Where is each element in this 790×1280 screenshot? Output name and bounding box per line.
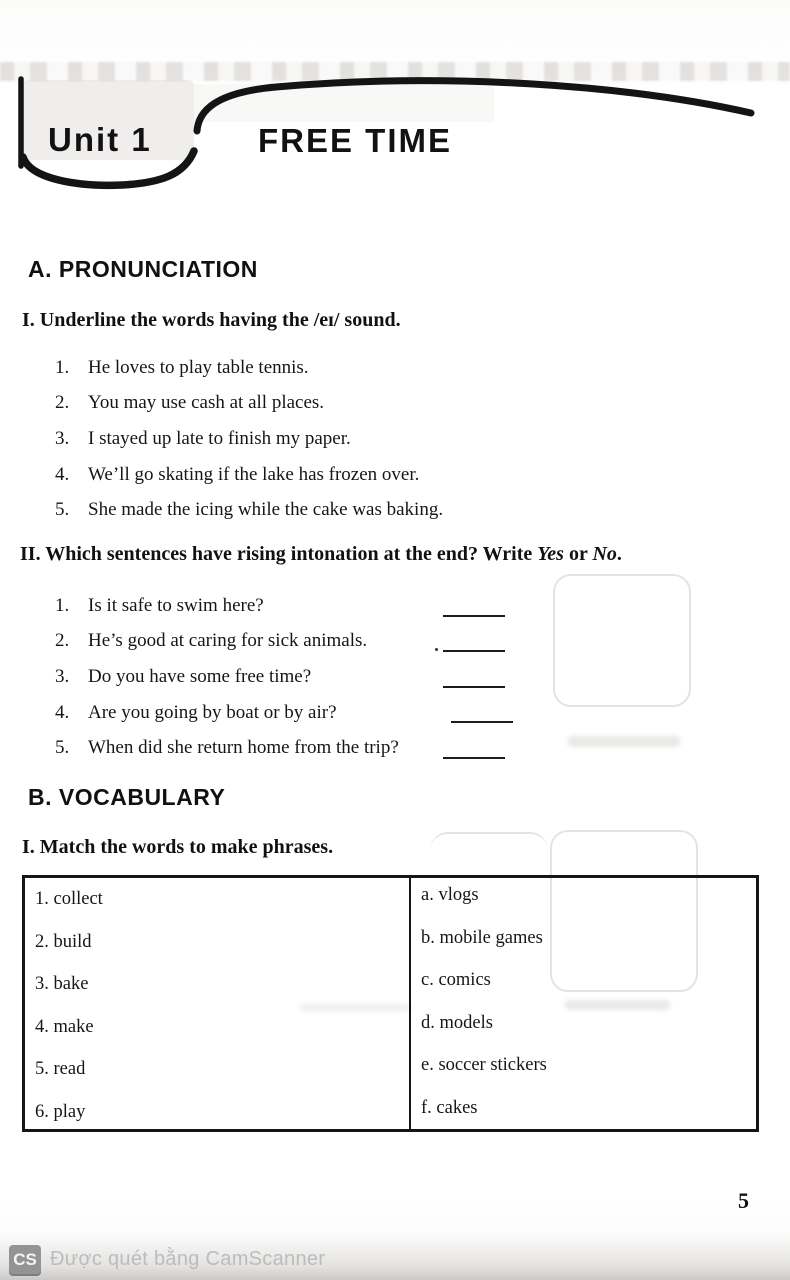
stray-dot	[435, 648, 438, 651]
table-cell: 6. play	[35, 1101, 86, 1122]
answer-blank	[451, 721, 513, 723]
or-word: or	[563, 543, 593, 565]
table-cell: d. models	[421, 1012, 493, 1033]
list-item	[55, 588, 510, 624]
list-item	[55, 421, 510, 457]
table-cell: 4. make	[35, 1016, 94, 1037]
heading-text: II. Which sentences have rising intonation at the end? Write	[20, 543, 538, 565]
match-words-table	[22, 875, 759, 1132]
item-number: 1.	[55, 594, 70, 616]
pronunciation-exercise-1-list	[55, 350, 510, 528]
item-text: Are you going by boat or by air?	[88, 701, 337, 723]
table-cell: c. comics	[421, 970, 491, 991]
table-cell: 1. collect	[35, 889, 103, 909]
end-punct: .	[616, 543, 622, 565]
table-cell: 3. bake	[35, 974, 89, 995]
list-item	[55, 695, 510, 731]
item-text: He loves to play table tennis.	[88, 356, 309, 378]
camscanner-logo-icon: CS	[9, 1245, 41, 1274]
unit-banner-swoosh	[0, 0, 790, 210]
item-text: He’s good at caring for sick animals.	[88, 630, 368, 652]
item-number: 4.	[55, 463, 70, 485]
list-item	[55, 386, 510, 422]
bleedthrough-image-box	[553, 574, 691, 707]
match-table-left-column	[25, 878, 411, 1129]
no-word: No	[592, 543, 617, 565]
section-heading-vocabulary: B. VOCABULARY	[28, 784, 226, 810]
item-number: 5.	[55, 499, 70, 521]
item-text: When did she return home from the trip?	[88, 737, 399, 759]
table-cell: b. mobile games	[421, 927, 543, 948]
exercise-2-heading	[20, 543, 622, 566]
table-cell: a. vlogs	[421, 885, 479, 905]
answer-blank	[443, 650, 505, 652]
camscanner-footer-bar	[0, 1236, 790, 1280]
item-number: 4.	[55, 701, 70, 723]
bleedthrough-image-box	[430, 832, 548, 872]
answer-blank	[443, 615, 505, 617]
item-text: We’ll go skating if the lake has frozen over.	[88, 463, 420, 485]
item-text: Do you have some free time?	[88, 665, 312, 687]
item-number: 2.	[55, 392, 70, 414]
camscanner-watermark-text: Được quét bằng CamScanner	[50, 1248, 326, 1270]
table-cell: e. soccer stickers	[421, 1055, 547, 1076]
item-text: I stayed up late to finish my paper.	[88, 427, 351, 449]
list-item	[55, 659, 510, 695]
section-heading-pronunciation: A. PRONUNCIATION	[28, 256, 258, 282]
page-number: 5	[738, 1188, 749, 1213]
list-item	[55, 457, 510, 493]
table-cell: 5. read	[35, 1059, 86, 1080]
exercise-1-heading: I. Underline the words having the /eɪ/ sound.	[22, 309, 401, 331]
yes-word: Yes	[537, 543, 564, 565]
list-item	[55, 624, 510, 660]
exercise-match-heading: I. Match the words to make phrases.	[22, 836, 334, 858]
page-title: FREE TIME	[258, 122, 453, 159]
item-text: Is it safe to swim here?	[88, 594, 264, 616]
list-item	[55, 350, 510, 386]
bleedthrough-caption	[568, 736, 680, 747]
answer-blank	[443, 686, 505, 688]
answer-blank	[443, 757, 505, 759]
table-cell: 2. build	[35, 931, 92, 952]
pronunciation-exercise-2-list	[55, 588, 510, 766]
item-text: You may use cash at all places.	[88, 392, 325, 414]
item-text: She made the icing while the cake was baking.	[88, 499, 444, 521]
item-number: 3.	[55, 665, 70, 687]
item-number: 1.	[55, 356, 70, 378]
match-table-right-column	[411, 878, 756, 1129]
item-number: 3.	[55, 427, 70, 449]
list-item	[55, 730, 510, 766]
list-item	[55, 492, 510, 528]
unit-label: Unit 1	[48, 121, 152, 158]
item-number: 5.	[55, 737, 70, 759]
item-number: 2.	[55, 630, 70, 652]
table-cell: f. cakes	[421, 1097, 478, 1118]
